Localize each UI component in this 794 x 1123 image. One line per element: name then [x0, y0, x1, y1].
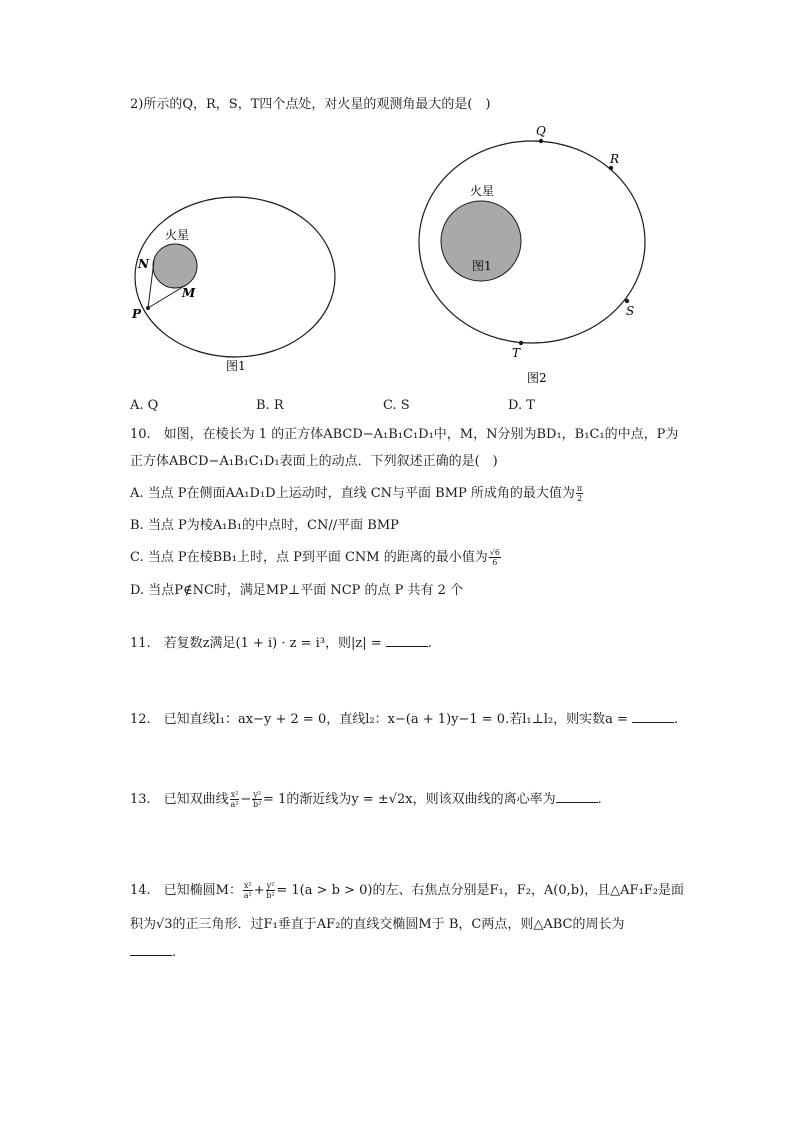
q9-stem: 2)所示的Q，R，S，T四个点处，对火星的观测角最大的是( )	[130, 97, 491, 112]
fraction-y2-b2: $\frac{\text{y²}}{\text{b²}}$	[266, 881, 275, 900]
q9-option-a[interactable]: A. Q	[130, 398, 159, 413]
q14-line1	[130, 881, 684, 900]
q10-stem-line1: 10. 如图，在棱长为 1 的正方体ABCD−A₁B₁C₁D₁中，M，N分别为BD₁，B₁C₁的中点，P为	[130, 427, 679, 442]
answer-blank[interactable]	[386, 635, 428, 647]
q9-option-d[interactable]: D. T	[508, 398, 535, 413]
q12	[130, 711, 678, 729]
point-t-dot	[519, 341, 523, 345]
answer-blank[interactable]	[130, 944, 172, 956]
q9-option-b[interactable]: B. R	[256, 398, 284, 413]
q14-line2: 积为√3的正三角形．过F₁垂直于AF₂的直线交椭圆M于 B，C两点，则△ABC的周长为	[130, 917, 625, 932]
q10-stem-line2: 正方体ABCD−A₁B₁C₁D₁表面上的动点．下列叙述正确的是( )	[130, 454, 498, 469]
q12-text: 12. 已知直线l₁：ax−y + 2 = 0，直线l₂：x−(a + 1)y−1 = 0.若l₁⊥l₂，则实数a =	[130, 712, 633, 727]
fraction-x2-a2: $\frac{\text{x²}}{\text{a²}}$	[243, 881, 252, 900]
q13	[130, 790, 602, 809]
label-m: M	[182, 286, 196, 300]
q10-option-a[interactable]	[130, 484, 584, 503]
label-p: P	[132, 307, 142, 321]
q13-text-2: = 1的渐近线为y = ±√2x，则该双曲线的离心率为	[263, 792, 556, 807]
plus-sign: +	[253, 883, 265, 898]
q14-end: .	[172, 945, 177, 960]
q11-text: 11. 若复数z满足(1 + i) · z = i³，则|z| =	[130, 636, 386, 651]
label-s: S	[626, 304, 635, 318]
q10-option-b[interactable]: B. 当点 P为棱A₁B₁的中点时，CN//平面 BMP	[130, 518, 399, 533]
fraction-y2-b2: $\frac{\text{y²}}{\text{b²}}$	[253, 790, 262, 809]
q12-end: .	[674, 712, 679, 727]
label-q: Q	[536, 124, 546, 138]
q14-line3	[130, 944, 176, 962]
point-r-dot	[609, 166, 613, 170]
mars-label: 火星	[165, 228, 190, 242]
fraction-pi-over-2: $\frac{\pi}{2}$	[576, 484, 583, 503]
answer-blank[interactable]	[632, 711, 674, 723]
figure-1-caption: 图1	[226, 359, 246, 373]
q10-option-c[interactable]	[130, 548, 502, 567]
point-q-dot	[539, 139, 543, 143]
q13-end: .	[597, 792, 602, 807]
mars-label: 火星	[470, 184, 495, 198]
label-r: R	[610, 152, 620, 166]
q10-option-d[interactable]: D. 当点P∉NC时，满足MP⊥平面 NCP 的点 P 共有 2 个	[130, 583, 464, 598]
q10-option-a-text: A. 当点 P在侧面AA₁D₁D上运动时，直线 CN与平面 BMP 所成角的最大值为	[130, 486, 575, 501]
fraction-x2-a2: $\frac{\text{x²}}{\text{a²}}$	[230, 790, 239, 809]
point-s-dot	[625, 299, 629, 303]
figure-1	[128, 190, 343, 380]
q14-text-2: = 1(a > b > 0)的左、右焦点分别是F₁，F₂，A(0,b)，且△AF₁F₂是面	[276, 883, 685, 898]
mars-circle	[153, 244, 197, 288]
q9-option-c[interactable]: C. S	[383, 398, 410, 413]
inner-label: 图1	[472, 259, 492, 273]
q11	[130, 635, 432, 653]
answer-blank[interactable]	[556, 791, 598, 803]
tangent-line-pm	[148, 285, 186, 308]
point-p-dot	[146, 306, 150, 310]
q11-end: .	[427, 636, 432, 651]
label-t: T	[512, 346, 521, 360]
figure-2-caption: 图2	[527, 371, 547, 385]
label-n: N	[138, 257, 149, 271]
q13-text: 13. 已知双曲线	[130, 792, 229, 807]
fraction-root6-over-6: $\frac{√6}{6}$	[489, 548, 500, 567]
q10-option-c-text: C. 当点 P在棱BB₁上时，点 P到平面 CNM 的距离的最小值为	[130, 550, 488, 565]
figure-2	[415, 120, 665, 390]
q14-text: 14. 已知椭圆M：	[130, 883, 242, 898]
minus-sign: −	[240, 792, 252, 807]
